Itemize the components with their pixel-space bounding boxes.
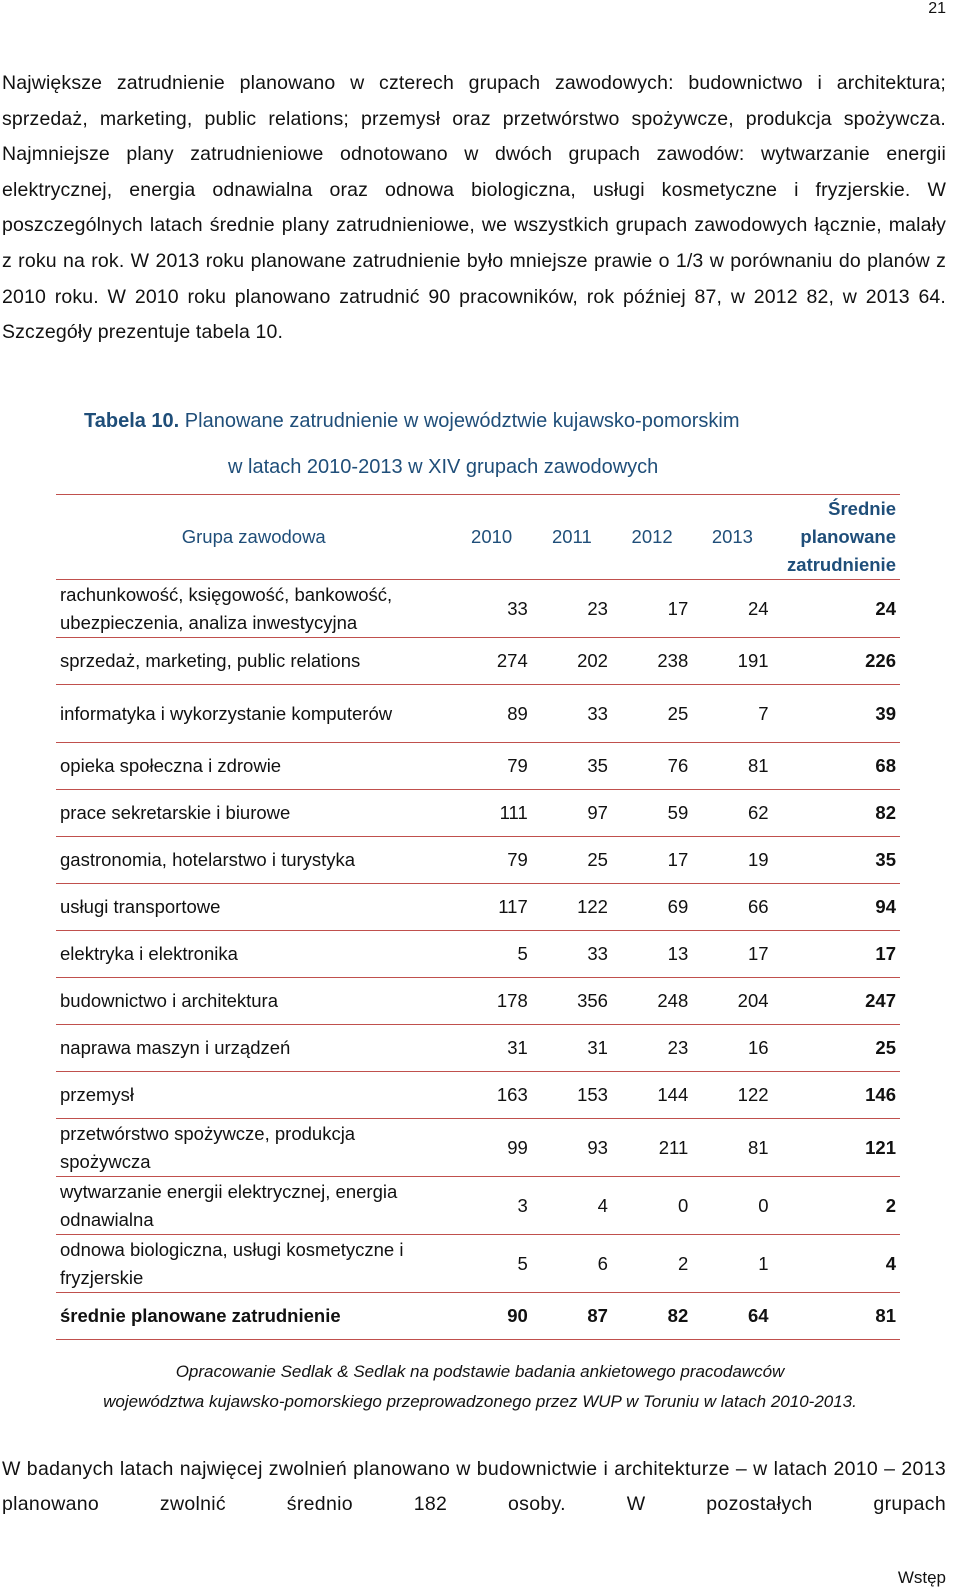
cell-2013: 204 (692, 978, 772, 1025)
table-row (56, 837, 900, 884)
cell-2010: 274 (451, 638, 531, 685)
cell-average: 17 (773, 931, 900, 978)
cell-average: 68 (773, 743, 900, 790)
cell-2013: 7 (692, 685, 772, 743)
cell-2011: 356 (532, 978, 612, 1025)
cell-2013: 19 (692, 837, 772, 884)
cell-2012: 211 (612, 1119, 692, 1177)
cell-2011: 23 (532, 580, 612, 638)
cell-average: 247 (773, 978, 900, 1025)
total-average: 81 (773, 1293, 900, 1340)
cell-2010: 178 (451, 978, 531, 1025)
total-2010: 90 (451, 1293, 531, 1340)
header-2013: 2013 (692, 495, 772, 580)
footer-section-label: Wstęp (897, 1568, 946, 1587)
cell-average: 39 (773, 685, 900, 743)
table-row (56, 685, 900, 743)
row-name: przemysł (56, 1072, 451, 1119)
cell-2010: 89 (451, 685, 531, 743)
cell-2010: 5 (451, 931, 531, 978)
row-name: opieka społeczna i zdrowie (56, 743, 451, 790)
cell-average: 2 (773, 1177, 900, 1235)
cell-average: 146 (773, 1072, 900, 1119)
cell-2013: 16 (692, 1025, 772, 1072)
table-row (56, 743, 900, 790)
cell-2010: 111 (451, 790, 531, 837)
table-row (56, 978, 900, 1025)
cell-2012: 23 (612, 1025, 692, 1072)
header-2011: 2011 (532, 495, 612, 580)
table-source-line1: Opracowanie Sedlak & Sedlak na podstawie badania ankietowego pracodawców (175, 1362, 785, 1381)
row-name: informatyka i wykorzystanie komputerów (56, 685, 451, 743)
cell-2013: 0 (692, 1177, 772, 1235)
cell-2011: 122 (532, 884, 612, 931)
cell-2012: 2 (612, 1235, 692, 1293)
total-name: średnie planowane zatrudnienie (56, 1293, 451, 1340)
header-average: Średnie planowane zatrudnienie (773, 495, 900, 580)
table-header-row (56, 495, 900, 580)
table-row (56, 1025, 900, 1072)
table-row (56, 1119, 900, 1177)
cell-average: 24 (773, 580, 900, 638)
cell-2012: 17 (612, 580, 692, 638)
cell-2012: 25 (612, 685, 692, 743)
cell-2013: 1 (692, 1235, 772, 1293)
table-title-line2: w latach 2010-2013 w XIV grupach zawodowych (228, 456, 659, 478)
table-label: Tabela 10. (84, 410, 180, 432)
cell-2010: 99 (451, 1119, 531, 1177)
cell-2011: 33 (532, 685, 612, 743)
cell-2010: 33 (451, 580, 531, 638)
cell-2012: 76 (612, 743, 692, 790)
cell-2010: 79 (451, 837, 531, 884)
cell-2011: 33 (532, 931, 612, 978)
table-source-line2: województwa kujawsko-pomorskiego przeprowadzonego przez WUP w Toruniu w latach 2010-2013. (103, 1392, 857, 1411)
table-title-line1 (84, 410, 740, 433)
table-row (56, 1177, 900, 1235)
cell-2012: 0 (612, 1177, 692, 1235)
cell-2010: 117 (451, 884, 531, 931)
intro-paragraph: Największe zatrudnienie planowano w czterech grupach zawodowych: budownictwo i architektura; sprzedaż, marketing, public relations; przemysł oraz przetwórstwo spożywcze, produkcja spożywcza. Najmniejsze plany zatrudnieniowe odnotowano w dwóch grupach zawodów: wytwarzanie energii elektrycznej, energia odnawialna oraz odnowa biologiczna, usługi kosmetyczne i fryzjerskie. W poszczególnych latach średnie plany zatrudnieniowe, we wszystkich grupach zawodowych łącznie, malały z roku na rok. W 2013 roku planowane zatrudnienie było mniejsze prawie o 1/3 w porównaniu do planów z 2010 roku. W 2010 roku planowano zatrudnić 90 pracowników, rok później 87, w 2012 82, w 2013 64. Szczegóły prezentuje tabela 10. (2, 72, 946, 344)
cell-average: 94 (773, 884, 900, 931)
cell-2012: 69 (612, 884, 692, 931)
cell-2013: 81 (692, 1119, 772, 1177)
row-name: usługi transportowe (56, 884, 451, 931)
table-title-text: Planowane zatrudnienie w województwie kujawsko-pomorskim (184, 410, 740, 432)
total-2013: 64 (692, 1293, 772, 1340)
cell-average: 226 (773, 638, 900, 685)
header-2012: 2012 (612, 495, 692, 580)
cell-2011: 97 (532, 790, 612, 837)
cell-2010: 3 (451, 1177, 531, 1235)
cell-2010: 5 (451, 1235, 531, 1293)
table-row (56, 790, 900, 837)
cell-2011: 4 (532, 1177, 612, 1235)
cell-2011: 25 (532, 837, 612, 884)
total-2011: 87 (532, 1293, 612, 1340)
cell-2011: 153 (532, 1072, 612, 1119)
total-2012: 82 (612, 1293, 692, 1340)
row-name: naprawa maszyn i urządzeń (56, 1025, 451, 1072)
table-row (56, 580, 900, 638)
cell-2013: 191 (692, 638, 772, 685)
cell-2012: 248 (612, 978, 692, 1025)
cell-2013: 122 (692, 1072, 772, 1119)
table-total-row (56, 1293, 900, 1340)
cell-2011: 31 (532, 1025, 612, 1072)
table-row (56, 1072, 900, 1119)
table-row (56, 884, 900, 931)
cell-average: 82 (773, 790, 900, 837)
cell-2011: 6 (532, 1235, 612, 1293)
cell-2010: 31 (451, 1025, 531, 1072)
row-name: gastronomia, hotelarstwo i turystyka (56, 837, 451, 884)
cell-2012: 13 (612, 931, 692, 978)
cell-2011: 202 (532, 638, 612, 685)
employment-table (56, 494, 900, 1340)
cell-2013: 17 (692, 931, 772, 978)
cell-2011: 35 (532, 743, 612, 790)
cell-2012: 59 (612, 790, 692, 837)
cell-2012: 144 (612, 1072, 692, 1119)
cell-average: 121 (773, 1119, 900, 1177)
cell-2010: 163 (451, 1072, 531, 1119)
cell-2013: 81 (692, 743, 772, 790)
table-row (56, 638, 900, 685)
cell-2013: 66 (692, 884, 772, 931)
cell-2010: 79 (451, 743, 531, 790)
outro-paragraph: W badanych latach najwięcej zwolnień planowano w budownictwie i architekturze – w latach 2010 – 2013 planowano zwolnić średnio 182 osoby. W pozostałych grupach (2, 1458, 946, 1515)
cell-2013: 62 (692, 790, 772, 837)
row-name: prace sekretarskie i biurowe (56, 790, 451, 837)
cell-average: 25 (773, 1025, 900, 1072)
cell-2011: 93 (532, 1119, 612, 1177)
cell-2012: 17 (612, 837, 692, 884)
cell-average: 35 (773, 837, 900, 884)
table-row (56, 1235, 900, 1293)
header-2010: 2010 (451, 495, 531, 580)
row-name: wytwarzanie energii elektrycznej, energia odnawialna (56, 1177, 451, 1235)
row-name: rachunkowość, księgowość, bankowość, ubezpieczenia, analiza inwestycyjna (56, 580, 451, 638)
page-number: 21 (928, 0, 946, 17)
row-name: przetwórstwo spożywcze, produkcja spożywcza (56, 1119, 451, 1177)
row-name: odnowa biologiczna, usługi kosmetyczne i fryzjerskie (56, 1235, 451, 1293)
table-row (56, 931, 900, 978)
cell-average: 4 (773, 1235, 900, 1293)
cell-2013: 24 (692, 580, 772, 638)
row-name: budownictwo i architektura (56, 978, 451, 1025)
row-name: sprzedaż, marketing, public relations (56, 638, 451, 685)
row-name: elektryka i elektronika (56, 931, 451, 978)
header-group: Grupa zawodowa (56, 495, 451, 580)
cell-2012: 238 (612, 638, 692, 685)
